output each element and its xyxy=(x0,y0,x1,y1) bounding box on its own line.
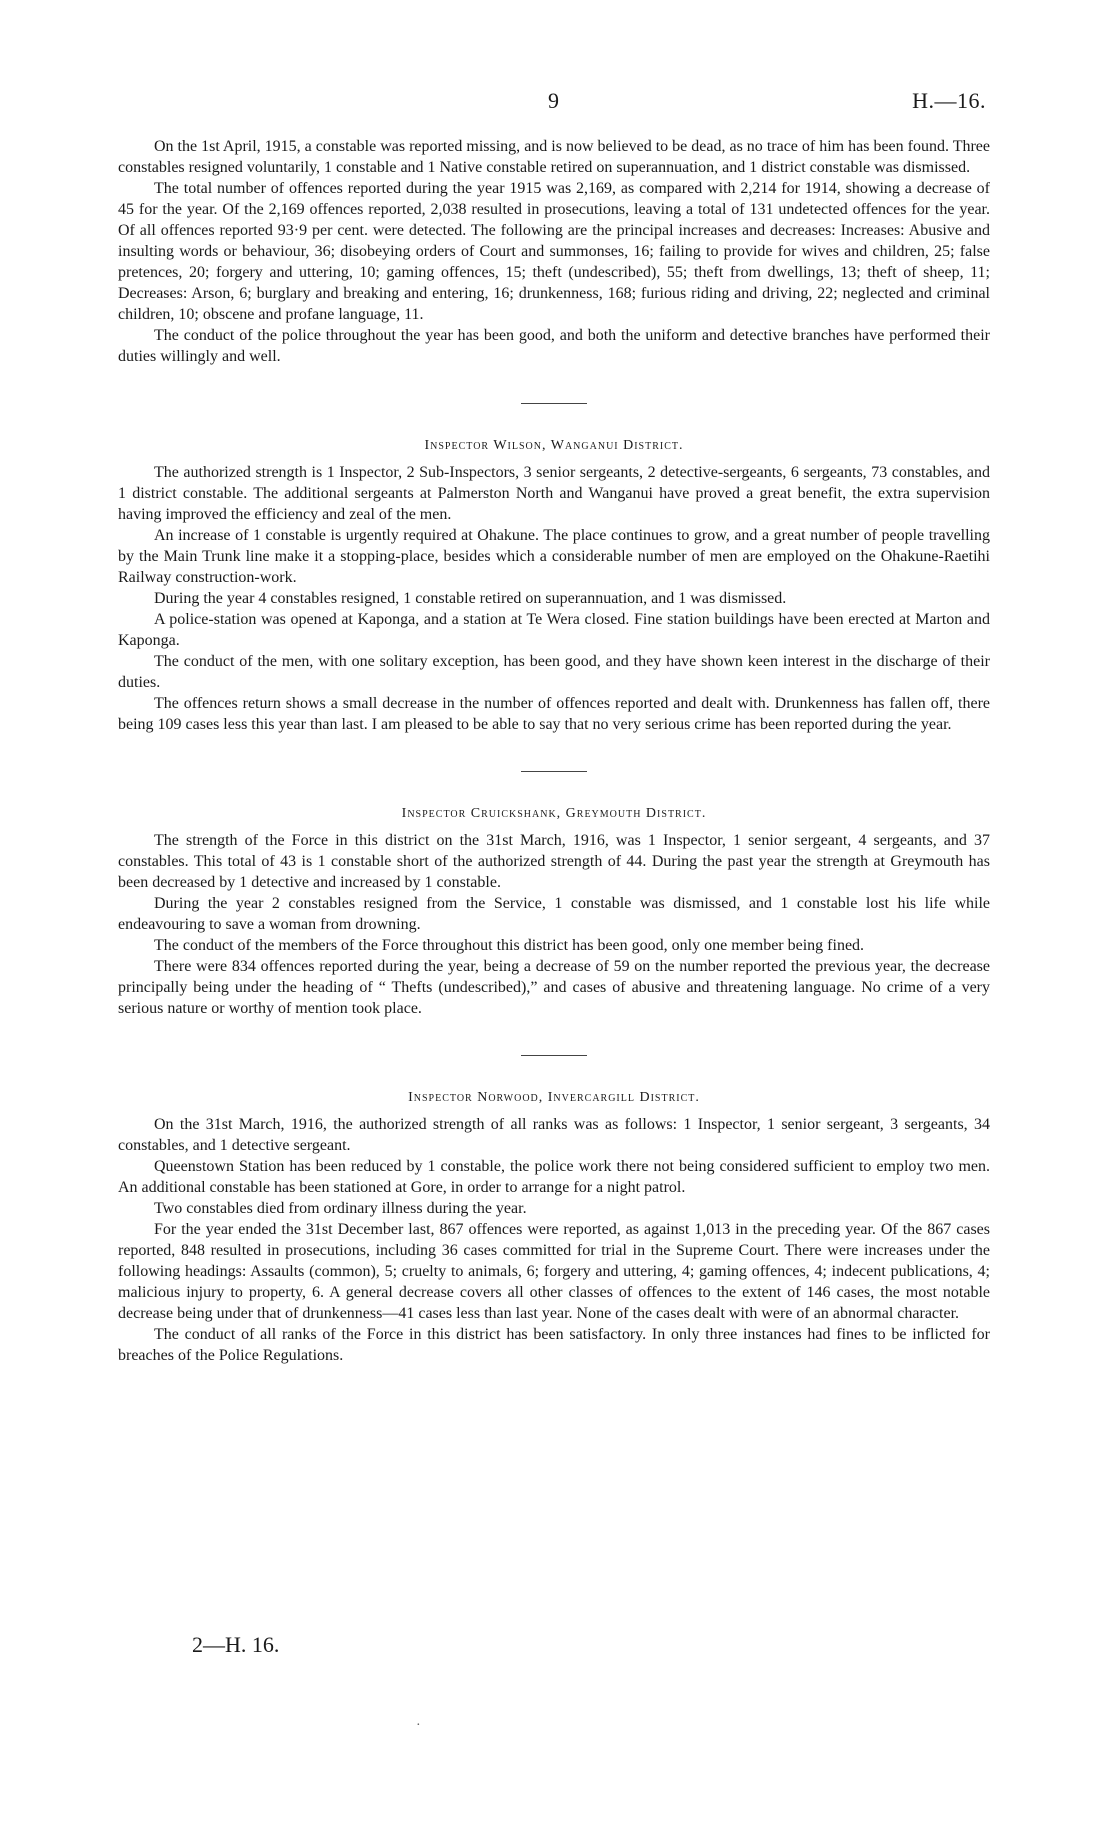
paragraph: The conduct of the members of the Force throughout this district has been good, only one member being fined. xyxy=(154,937,865,954)
paragraph: The authorized strength is 1 Inspector, 2 Sub-Inspectors, 3 senior sergeants, 2 detective-sergeants, 6 sergeants, 73 constables, and 1 district constable. The additional sergeants at Palmerston North and Wanganui have proved a great benefit, the extra supervision having improved the efficiency and zeal of the men. xyxy=(118,464,990,523)
page-number: 9 xyxy=(548,88,559,113)
section-invercargill xyxy=(118,1090,990,1366)
paragraph: On the 1st April, 1915, a constable was reported missing, and is now believed to be dead, as no trace of him has been found. Three constables resigned voluntarily, 1 constable and 1 Native constable retired on superannuation, and 1 district constable was dismissed. xyxy=(118,138,990,176)
section-heading: Inspector Wilson, Wanganui District. xyxy=(424,438,684,453)
section-divider xyxy=(521,403,587,404)
paragraph: The conduct of all ranks of the Force in this district has been satisfactory. In only three instances had fines to be inflicted for breaches of the Police Regulations. xyxy=(118,1326,990,1364)
paragraph: For the year ended the 31st December last, 867 offences were reported, as against 1,013 in the preceding year. Of the 867 cases reported, 848 resulted in prosecutions, including 36 cases committed for trial in the Supreme Court. There were increases under the following headings: Assaults (common), 5; cruelty to animals, 6; forgery and uttering, 4; gaming offences, 4; indecent publications, 4; malicious injury to property, 6. A general decrease covers all other classes of offences to the extent of 146 cases, the most notable decrease being under that of drunkenness—41 cases less than last year. None of the cases dealt with were of an abnormal character. xyxy=(118,1221,990,1322)
paragraph: The conduct of the police throughout the year has been good, and both the uniform and detective branches have performed their duties willingly and well. xyxy=(118,327,990,365)
section-divider xyxy=(521,771,587,772)
page-mark: · xyxy=(416,1718,421,1733)
section-divider xyxy=(521,1055,587,1056)
paragraph: The conduct of the men, with one solitary exception, has been good, and they have shown keen interest in the discharge of their duties. xyxy=(118,653,990,691)
paragraph: A police-station was opened at Kaponga, and a station at Te Wera closed. Fine station buildings have been erected at Marton and Kaponga. xyxy=(118,611,990,649)
paragraph: On the 31st March, 1916, the authorized strength of all ranks was as follows: 1 Inspector, 1 senior sergeant, 3 sergeants, 34 constables, and 1 detective sergeant. xyxy=(118,1116,990,1154)
section-heading: Inspector Norwood, Invercargill District. xyxy=(408,1090,700,1105)
paragraph: An increase of 1 constable is urgently required at Ohakune. The place continues to grow, and a great number of people travelling by the Main Trunk line make it a stopping-place, besides which a considerable number of men are employed on the Ohakune-Raetihi Railway construction-work. xyxy=(118,527,990,586)
paragraph: The total number of offences reported during the year 1915 was 2,169, as compared with 2,214 for 1914, showing a decrease of 45 for the year. Of the 2,169 offences reported, 2,038 resulted in prosecutions, leaving a total of 131 undetected offences for the year. Of all offences reported 93·9 per cent. were detected. The following are the principal increases and decreases: Increases: Abusive and insulting words or behaviour, 36; disobeying orders of Court and summonses, 16; failing to provide for wives and children, 25; false pretences, 20; forgery and uttering, 10; gaming offences, 15; theft (undescribed), 55; theft from dwellings, 13; theft of sheep, 11; Decreases: Arson, 6; burglary and breaking and entering, 16; drunkenness, 168; furious riding and driving, 22; neglected and criminal children, 10; obscene and profane language, 11. xyxy=(118,180,990,323)
page-header xyxy=(0,88,1114,118)
signature-code: 2—H. 16. xyxy=(192,1632,280,1657)
paragraph: Two constables died from ordinary illness during the year. xyxy=(154,1200,527,1217)
paragraph: During the year 4 constables resigned, 1 constable retired on superannuation, and 1 was dismissed. xyxy=(154,590,787,607)
paragraph: Queenstown Station has been reduced by 1 constable, the police work there not being considered sufficient to employ two men. An additional constable has been stationed at Gore, in order to arrange for a night patrol. xyxy=(118,1158,990,1196)
section-heading: Inspector Cruickshank, Greymouth District. xyxy=(401,806,707,821)
section-wanganui xyxy=(118,438,990,735)
section-greymouth xyxy=(118,806,990,1019)
paragraph: During the year 2 constables resigned from the Service, 1 constable was dismissed, and 1 constable lost his life while endeavouring to save a woman from drowning. xyxy=(118,895,990,933)
paragraph: The strength of the Force in this district on the 31st March, 1916, was 1 Inspector, 1 senior sergeant, 4 sergeants, and 37 constables. This total of 43 is 1 constable short of the authorized strength of 44. During the past year the strength at Greymouth has been decreased by 1 detective and increased by 1 constable. xyxy=(118,832,990,891)
document-body xyxy=(118,136,990,1366)
paragraph: The offences return shows a small decrease in the number of offences reported and dealt with. Drunkenness has fallen off, there being 109 cases less this year than last. I am pleased to be able to say that no very serious crime has been reported during the year. xyxy=(118,695,990,733)
document-code: H.—16. xyxy=(912,88,986,113)
paragraph: There were 834 offences reported during the year, being a decrease of 59 on the number reported the previous year, the decrease principally being under the heading of “ Thefts (undescribed),” and cases of abusive and threatening language. No crime of a very serious nature or worthy of mention took place. xyxy=(118,958,990,1017)
